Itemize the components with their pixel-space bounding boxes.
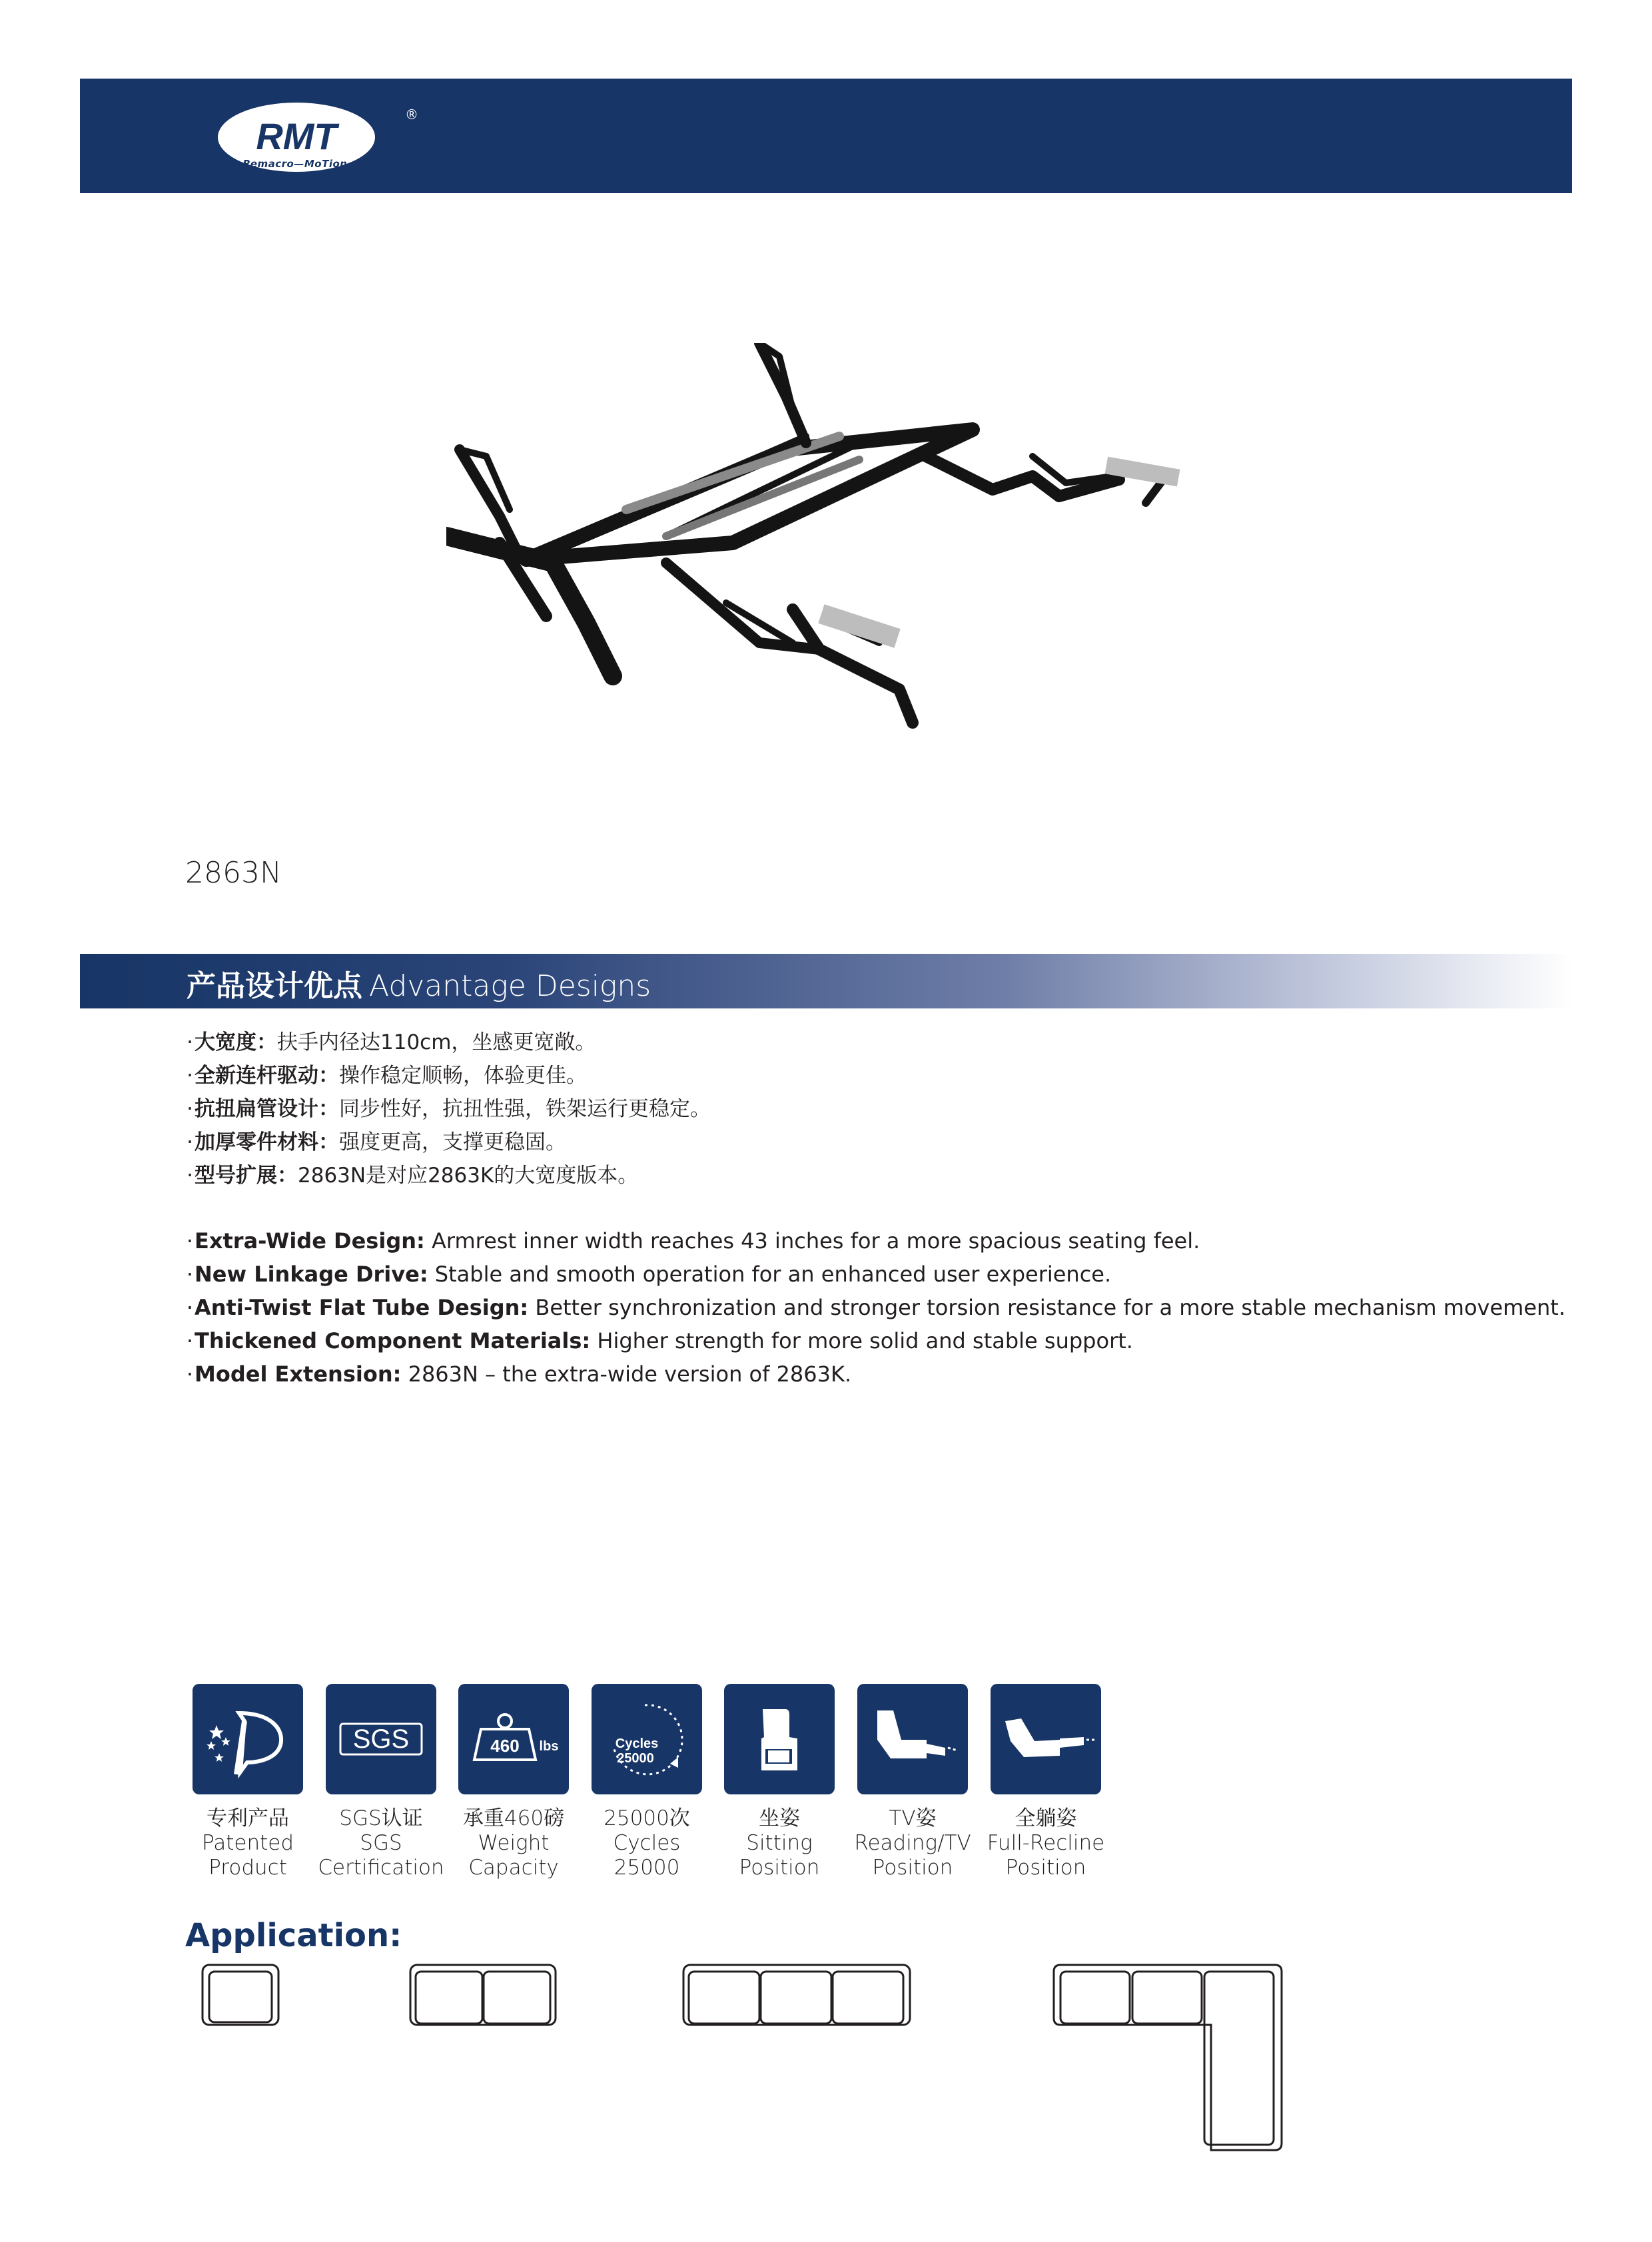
sitting-icon [724,1684,835,1794]
feature-text: Armrest inner width reaches 43 inches for a more spacious seating feel. [424,1228,1200,1254]
feature-en-1: Full-Recline [987,1831,1105,1855]
feature-patented [175,1684,321,1880]
feature-text: 强度更高，支撑更稳固。 [339,1130,566,1154]
advantages-banner [80,954,1572,1008]
patent-icon [193,1684,303,1794]
cycles-label: Cycles [615,1736,659,1751]
application-title: Application: [185,1917,402,1954]
feature-zh: 承重460磅 [462,1806,565,1830]
list-item [185,1357,1565,1391]
features-zh-list [185,1026,711,1192]
sgs-icon [326,1684,436,1794]
feature-full-recline [973,1684,1119,1880]
feature-en-1: Reading/TV [854,1831,971,1855]
list-item [185,1026,711,1059]
feature-zh: SGS认证 [339,1806,423,1830]
feature-cycles [574,1684,720,1880]
feature-en-2: Position [872,1856,953,1880]
feature-en-2: 25000 [614,1856,680,1880]
feature-en-1: Cycles [613,1831,681,1855]
model-label: 2863N [185,856,282,890]
tv-position-icon [857,1684,968,1794]
header-bar [80,79,1572,193]
feature-sgs [308,1684,454,1880]
list-item [185,1224,1565,1258]
feature-term: Anti-Twist Flat Tube Design: [195,1295,529,1320]
feature-en-2: Product [208,1856,287,1880]
feature-term: 抗扭扁管设计： [195,1097,339,1121]
bullet: · [187,1097,193,1121]
feature-zh: TV姿 [889,1806,937,1830]
advantages-title [187,962,651,1004]
list-item [185,1159,711,1192]
sectional-sofa-icon [1051,1962,1284,2155]
bullet: · [187,1064,193,1088]
full-recline-icon [991,1684,1101,1794]
advantages-title-en: Advantage Designs [369,969,651,1003]
bullet: · [187,1164,193,1188]
feature-term: Model Extension: [195,1361,402,1387]
weight-unit: lbs [539,1739,559,1754]
feature-text: 操作稳定顺畅，体验更佳。 [339,1064,587,1088]
feature-zh: 全躺姿 [1015,1806,1077,1830]
list-item [185,1126,711,1159]
feature-text: 同步性好，抗扭性强，铁架运行更稳定。 [339,1097,711,1121]
list-item [185,1324,1565,1357]
cycles-icon [592,1684,702,1794]
three-seat-sofa-icon [681,1962,914,2029]
bullet: · [186,1361,194,1387]
bullet: · [186,1228,194,1254]
feature-weight [440,1684,587,1880]
list-item [185,1092,711,1126]
feature-term: 全新连杆驱动： [195,1064,339,1088]
single-seat-sofa-icon [200,1962,286,2029]
feature-term: 大宽度： [195,1030,277,1054]
feature-en-1: Patented [201,1831,294,1855]
list-item [185,1291,1565,1324]
feature-text: Higher strength for more solid and stable support. [590,1328,1133,1353]
two-seat-sofa-icon [408,1962,561,2029]
bullet: · [186,1262,194,1287]
feature-text: Stable and smooth operation for an enhanced user experience. [428,1262,1112,1287]
bullet: · [187,1130,193,1154]
feature-en-1: Sitting [746,1831,813,1855]
bullet: · [186,1328,194,1353]
feature-en-2: Position [739,1856,820,1880]
feature-term: Thickened Component Materials: [195,1328,591,1353]
weight-value: 460 [490,1736,520,1756]
feature-en-2: Certification [318,1856,444,1880]
logo-text: RMT [256,115,337,157]
feature-term: 型号扩展： [195,1164,298,1188]
list-item [185,1059,711,1092]
feature-en-1: SGS [360,1831,402,1855]
feature-term: 加厚零件材料： [195,1130,339,1154]
feature-en-2: Position [1005,1856,1086,1880]
rmt-logo [187,92,426,179]
weight-icon [458,1684,569,1794]
advantages-title-zh: 产品设计优点 [187,969,362,1003]
registered-mark: ® [405,107,418,123]
feature-text: Better synchronization and stronger torsion resistance for a more stable mechanism movement. [528,1295,1565,1320]
bullet: · [187,1030,193,1054]
logo-tagline: Remacro—MoTion [242,158,348,170]
footrest-plate-lower [818,604,900,648]
feature-zh: 25000次 [604,1806,690,1830]
list-item [185,1258,1565,1291]
cycles-value: 25000 [617,1751,654,1766]
bullet: · [186,1295,194,1320]
feature-tv-position [839,1684,986,1880]
feature-en-2: Capacity [468,1856,559,1880]
feature-text: 2863N – the extra-wide version of 2863K. [401,1361,852,1387]
feature-text: 扶手内径达110cm，坐感更宽敞。 [277,1030,596,1054]
feature-en-1: Weight [478,1831,550,1855]
feature-zh: 坐姿 [759,1806,800,1830]
feature-term: New Linkage Drive: [195,1262,428,1287]
feature-sitting [706,1684,853,1880]
feature-text: 2863N是对应2863K的大宽度版本。 [298,1164,639,1188]
product-mechanism-image [446,343,1212,756]
features-en-list [185,1224,1565,1391]
feature-zh: 专利产品 [206,1806,289,1830]
feature-term: Extra-Wide Design: [195,1228,425,1254]
sgs-icon-text: SGS [352,1724,410,1754]
